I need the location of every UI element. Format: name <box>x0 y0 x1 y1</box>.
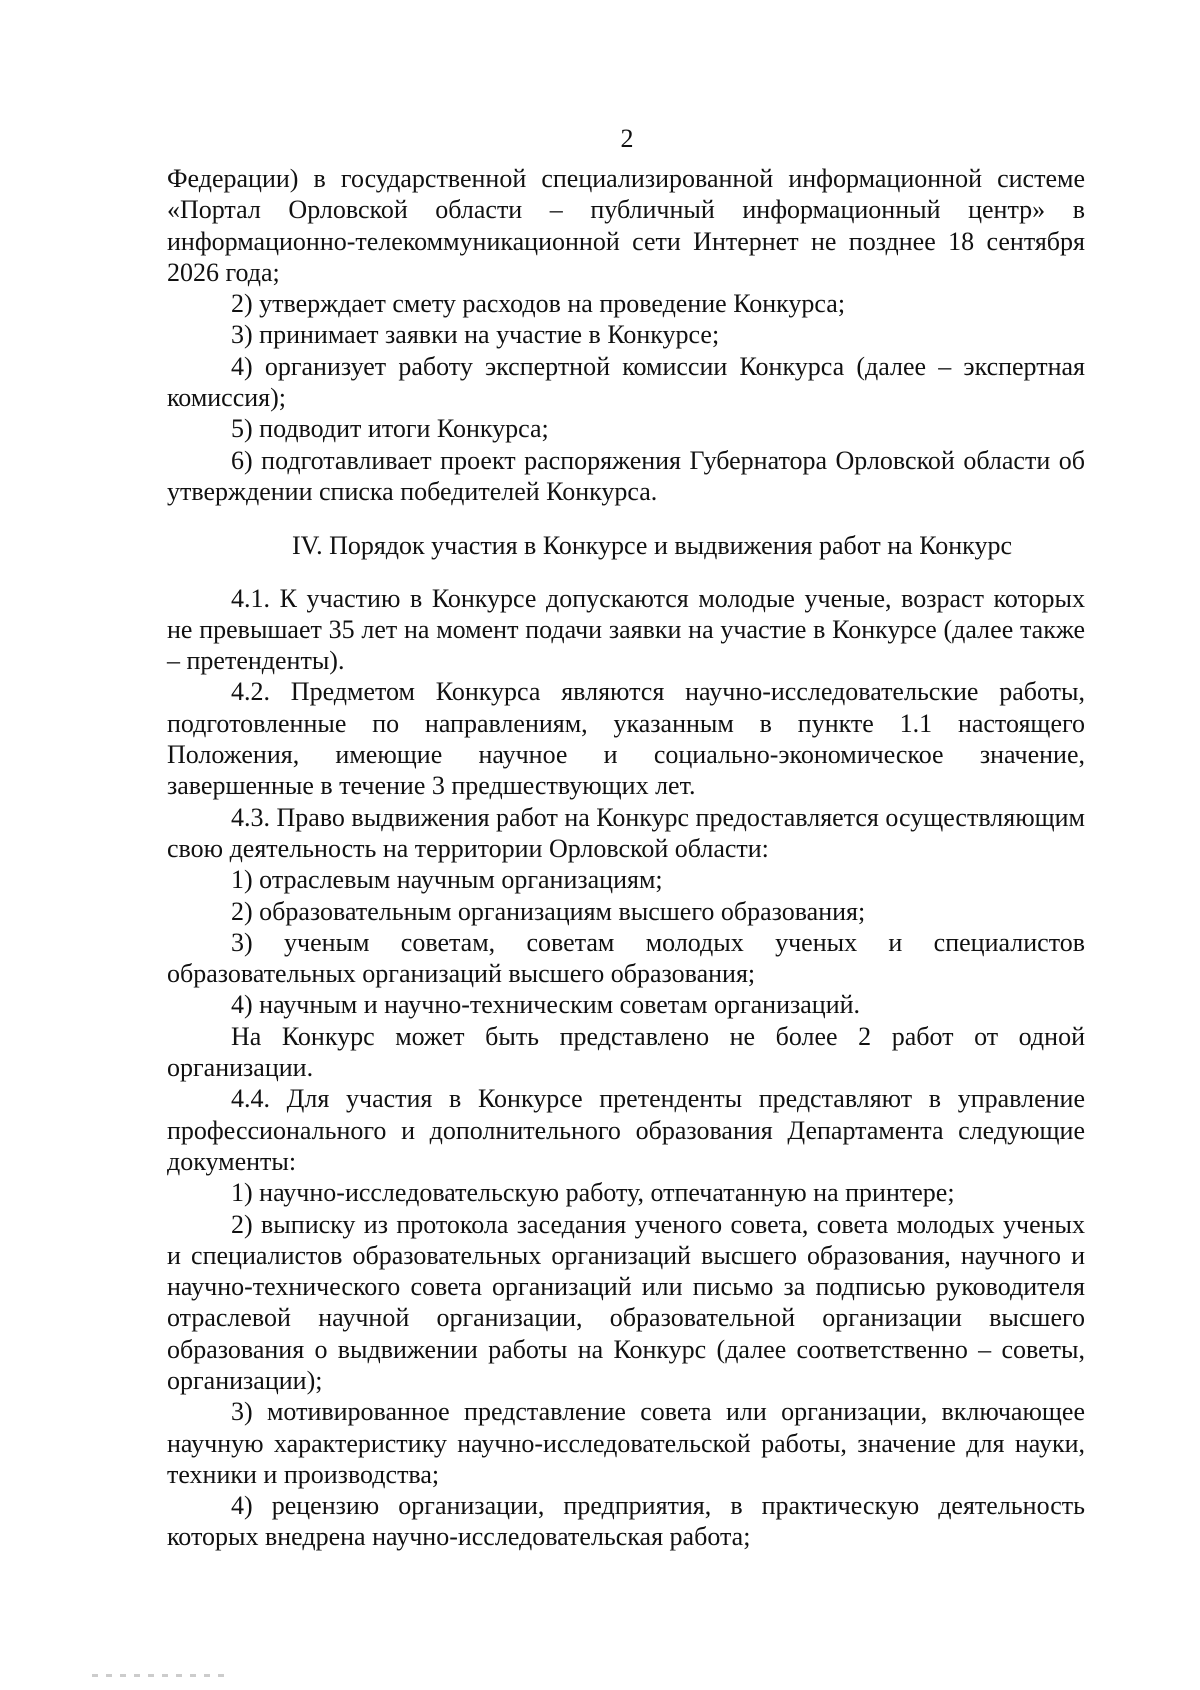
list-item: 3) принимает заявки на участие в Конкурсе; <box>231 320 720 350</box>
document-body <box>167 163 1085 1553</box>
list-item: 5) подводит итоги Конкурса; <box>231 414 549 444</box>
section-heading: IV. Порядок участия в Конкурсе и выдвижения работ на Конкурс <box>291 531 1012 561</box>
list-item: 6) подготавливает проект распоряжения Губернатора Орловской области об утверждении списка победителей Конкурса. <box>167 445 1085 506</box>
list-item: 2) выписку из протокола заседания ученого совета, совета молодых ученых и специалистов образовательных организаций высшего образования, научного и научно-технического совета организаций или письмо за подписью руководителя отраслевой научной организации, образовательной организации высшего образования о выдвижении работы на Конкурс (далее соответственно – советы, организации); <box>167 1209 1085 1395</box>
clause-4-4: 4.4. Для участия в Конкурсе претенденты представляют в управление профессионального и дополнительного образования Департамента следующие документы: <box>167 1084 1085 1176</box>
list-item: 4) научным и научно-техническим советам организаций. <box>231 990 861 1020</box>
paragraph: На Конкурс может быть представлено не более 2 работ от одной организации. <box>167 1021 1085 1083</box>
list-item: 4) рецензию организации, предприятия, в практическую деятельность которых внедрена научно-исследовательская работа; <box>167 1491 1085 1552</box>
list-item: 2) утверждает смету расходов на проведение Конкурса; <box>231 289 846 319</box>
list-item: 1) научно-исследовательскую работу, отпечатанную на принтере; <box>231 1178 955 1208</box>
scan-artifact <box>92 1674 232 1677</box>
list-item: 4) организует работу экспертной комиссии Конкурса (далее – экспертная комиссия); <box>167 351 1085 413</box>
clause-4-3: 4.3. Право выдвижения работ на Конкурс предоставляется осуществляющим свою деятельность на территории Орловской области: <box>167 802 1086 863</box>
page-number: 2 <box>620 124 634 153</box>
clause-4-1: 4.1. К участию в Конкурсе допускаются молодые ученые, возраст которых не превышает 35 лет на момент подачи заявки на участие в Конкурсе (далее также – претенденты). <box>167 583 1085 676</box>
clause-4-2: 4.2. Предметом Конкурса являются научно-исследовательские работы, подготовленные по направлениям, указанным в пункте 1.1 настоящего Положения, имеющие научное и социально-экономическое значение, завершенные в течение 3 предшествующих лет. <box>167 677 1085 801</box>
list-item: 1) отраслевым научным организациям; <box>231 865 663 895</box>
list-item: 2) образовательным организациям высшего образования; <box>231 896 866 926</box>
list-item: 3) ученым советам, советам молодых ученых и специалистов образовательных организаций высшего образования; <box>167 927 1085 989</box>
list-item: 3) мотивированное представление совета или организации, включающее научную характеристику научно-исследовательской работы, значение для науки, техники и производства; <box>167 1397 1085 1489</box>
paragraph: Федерации) в государственной специализированной информационной системе «Портал Орловской области – публичный информационный центр» в информационно-телекоммуникационной сети Интернет не позднее 18 сентября 2026 года; <box>167 164 1085 287</box>
